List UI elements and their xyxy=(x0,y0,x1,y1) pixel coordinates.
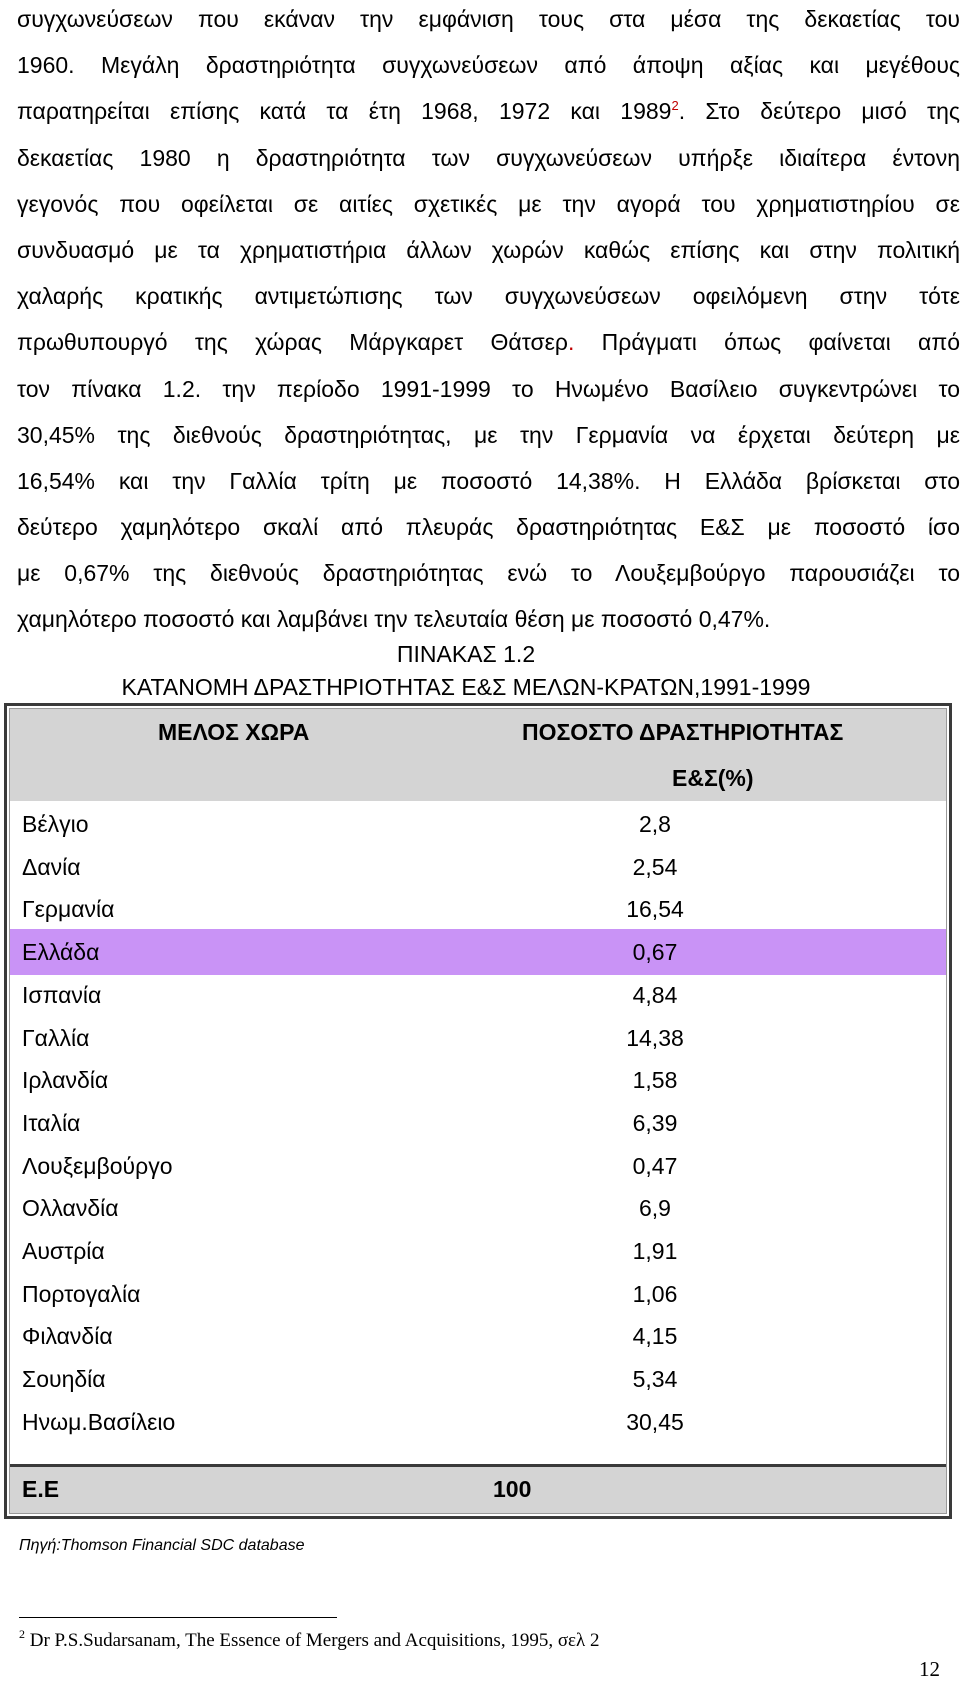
cell-country: Ιρλανδία xyxy=(22,1067,109,1094)
cell-country: Δανία xyxy=(22,853,81,880)
cell-value: 0,67 xyxy=(632,939,678,966)
table-row xyxy=(10,1015,946,1061)
table-row xyxy=(10,1271,946,1317)
footnote xyxy=(19,1629,600,1653)
paragraph-line: 30,45% της διεθνούς δραστηριότητας, με την Γερμανία να έρχεται δεύτερη με xyxy=(17,421,960,448)
table-row xyxy=(10,1313,946,1359)
paragraph-text: . Στο δεύτερο μισό της xyxy=(678,98,960,125)
header-percentage xyxy=(522,709,942,801)
paragraph-text: παρατηρείται επίσης κατά τα έτη 1968, 1972 και 1989 xyxy=(17,98,672,125)
cell-country: Σουηδία xyxy=(22,1366,106,1393)
cell-value: 4,15 xyxy=(632,1323,678,1350)
paragraph-line: συγχωνεύσεων που εκάναν την εμφάνιση τους στα μέσα της δεκαετίας του xyxy=(17,6,960,32)
paragraph-line: δεκαετίας 1980 η δραστηριότητα των συγχωνεύσεων υπήρξε ιδιαίτερα έντονη xyxy=(17,144,960,171)
table-row xyxy=(10,1356,946,1402)
cell-country: Ισπανία xyxy=(22,981,102,1008)
footnote-text: Dr P.S.Sudarsanam, The Essence of Mergers and Acquisitions, 1995, σελ 2 xyxy=(25,1630,600,1651)
header-country: ΜΕΛΟΣ ΧΩΡΑ xyxy=(158,719,310,745)
footnote-divider xyxy=(19,1617,337,1618)
table-row xyxy=(10,1143,946,1189)
cell-value: 0,47 xyxy=(632,1152,678,1179)
footer-label: Ε.Ε xyxy=(22,1476,60,1502)
paragraph-line xyxy=(17,88,960,134)
table-header xyxy=(10,709,946,801)
paragraph-line: 16,54% και την Γαλλία τρίτη με ποσοστό 14,38%. Η Ελλάδα βρίσκεται στο xyxy=(17,467,960,494)
paragraph-text: . xyxy=(568,329,575,356)
cell-value: 16,54 xyxy=(626,896,684,923)
cell-country: Λουξεμβούργο xyxy=(22,1152,173,1179)
paragraph-line: τον πίνακα 1.2. την περίοδο 1991-1999 το Ηνωμένο Βασίλειο συγκεντρώνει το xyxy=(17,375,960,402)
cell-value: 2,8 xyxy=(639,811,671,837)
cell-country: Φιλανδία xyxy=(22,1323,113,1350)
cell-country: Ιταλία xyxy=(22,1109,81,1136)
header-percentage-line1: ΠΟΣΟΣΤΟ ΔΡΑΣΤΗΡΙΟΤΗΤΑΣ xyxy=(522,719,844,745)
page-number: 12 xyxy=(919,1657,940,1681)
table-row xyxy=(10,801,946,847)
cell-value: 4,84 xyxy=(632,981,678,1008)
paragraph-line xyxy=(17,319,960,365)
table-row xyxy=(10,1228,946,1274)
cell-country: Γερμανία xyxy=(22,896,115,923)
data-table xyxy=(4,703,952,1519)
table-source: Πηγή:Thomson Financial SDC database xyxy=(19,1537,305,1554)
body-paragraph xyxy=(17,0,960,643)
footer-value: 100 xyxy=(493,1476,532,1502)
table-footer xyxy=(10,1464,946,1513)
paragraph-line: 1960. Μεγάλη δραστηριότητα συγχωνεύσεων από άποψη αξίας και μεγέθους xyxy=(17,52,960,79)
cell-value: 2,54 xyxy=(632,853,678,880)
cell-country: Αυστρία xyxy=(22,1238,105,1264)
table-row xyxy=(10,972,946,1018)
table-row xyxy=(10,1057,946,1103)
cell-value: 1,91 xyxy=(632,1238,678,1264)
cell-value: 14,38 xyxy=(626,1024,684,1051)
table-row xyxy=(10,1100,946,1146)
cell-value: 30,45 xyxy=(626,1408,684,1435)
header-percentage-line2: Ε&Σ(%) xyxy=(672,765,754,791)
cell-value: 6,39 xyxy=(632,1109,678,1136)
cell-value: 6,9 xyxy=(639,1195,671,1222)
cell-value: 5,34 xyxy=(632,1366,678,1393)
cell-country: Πορτογαλία xyxy=(22,1280,141,1307)
paragraph-line: συνδυασμό με τα χρηματιστήρια άλλων χωρών καθώς επίσης και στην πολιτική xyxy=(17,236,960,263)
footnote-marker: 2 xyxy=(19,1627,25,1641)
cell-country: Ηνωμ.Βασίλειο xyxy=(22,1408,176,1435)
cell-country: Ελλάδα xyxy=(22,939,100,966)
paragraph-line: χαμηλότερο ποσοστό και λαμβάνει την τελευταία θέση με ποσοστό 0,47%. xyxy=(17,606,771,633)
table-row xyxy=(10,1185,946,1231)
footnote-reference[interactable]: 2 xyxy=(671,98,679,114)
paragraph-text: Πράγματι όπως φαίνεται από xyxy=(574,329,960,356)
paragraph-line: γεγονός που οφείλεται σε αιτίες σχετικές με την αγορά του χρηματιστηρίου σε xyxy=(17,190,960,217)
paragraph-line: δεύτερο χαμηλότερο σκαλί από πλευράς δραστηριότητας Ε&Σ με ποσοστό ίσο xyxy=(17,514,960,541)
table-caption-title: ΚΑΤΑΝΟΜΗ ΔΡΑΣΤΗΡΙΟΤΗΤΑΣ Ε&Σ ΜΕΛΩΝ-ΚΡΑΤΩΝ,1991-1999 xyxy=(121,674,811,700)
cell-value: 1,58 xyxy=(632,1067,678,1094)
table-inner-border xyxy=(9,708,947,1514)
cell-country: Γαλλία xyxy=(22,1024,90,1051)
table-row xyxy=(10,844,946,890)
cell-country: Βέλγιο xyxy=(22,811,89,837)
cell-value: 1,06 xyxy=(632,1280,678,1307)
paragraph-line: με 0,67% της διεθνούς δραστηριότητας ενώ το Λουξεμβούργο παρουσιάζει το xyxy=(17,560,960,587)
table-row xyxy=(10,1399,946,1445)
table-row xyxy=(10,886,946,932)
paragraph-line: χαλαρής κρατικής αντιμετώπισης των συγχωνεύσεων οφειλόμενη στην τότε xyxy=(17,283,960,310)
table-caption-number: ΠΙΝΑΚΑΣ 1.2 xyxy=(396,641,536,667)
cell-country: Ολλανδία xyxy=(22,1195,119,1222)
paragraph-text: πρωθυπουργό της χώρας Μάργκαρετ Θάτσερ xyxy=(17,329,568,356)
table-row xyxy=(10,929,946,975)
